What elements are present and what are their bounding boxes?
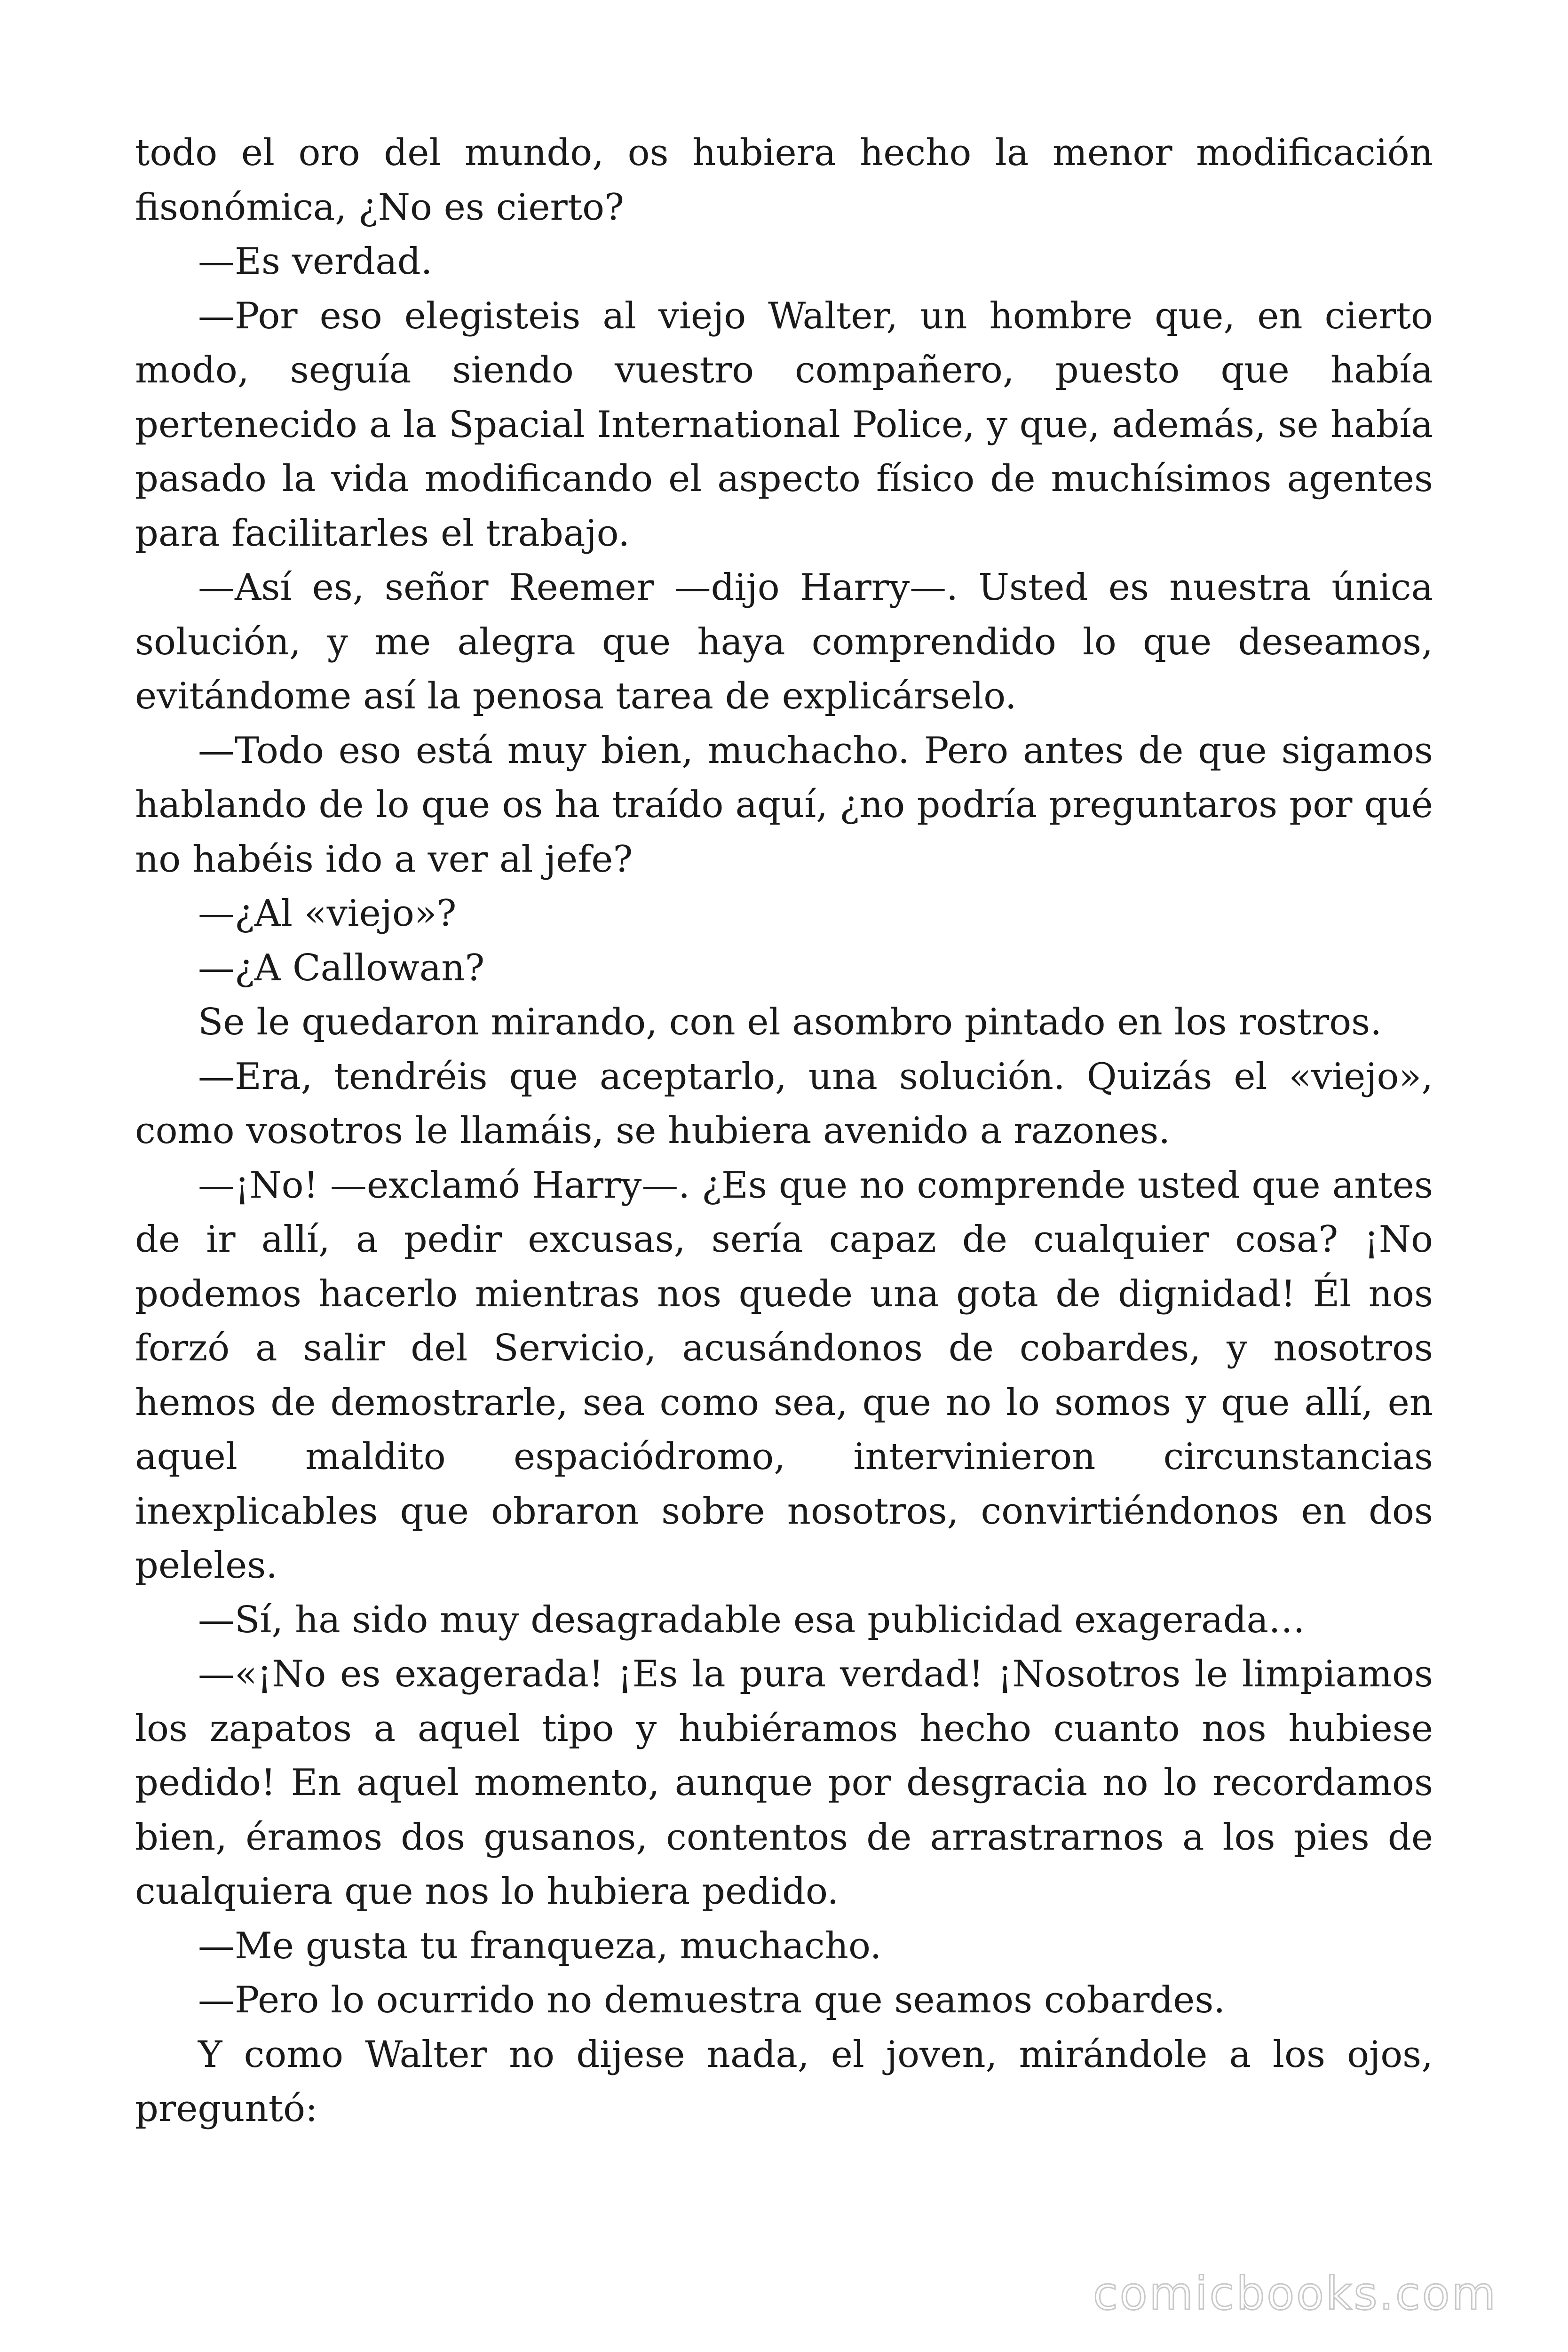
paragraph-dialogue: —«¡No es exagerada! ¡Es la pura verdad! ¡Nosotros le limpiamos los zapatos a aquel tipo y hubiéramos hecho cuanto nos hubiese pedido! En aquel momento, aunque por desgracia no lo recordamos bien, éramos dos gusanos, contentos de arrastrarnos a los pies de cualquiera que nos lo hubiera pedido. [135,1653,1433,1913]
paragraph-dialogue: —Sí, ha sido muy desagradable esa publicidad exagerada… [198,1598,1306,1641]
paragraph-continuation: todo el oro del mundo, os hubiera hecho la menor modificación fisonómica, ¿No es cierto? [135,132,1433,229]
paragraph-dialogue: —Era, tendréis que aceptarlo, una solución. Quizás el «viejo», como vosotros le llamáis, se hubiera avenido a razones. [135,1055,1433,1152]
paragraph-dialogue: —¿A Callowan? [198,946,485,989]
site-watermark: comicbooks.com [1093,2267,1497,2320]
paragraph-dialogue: —Pero lo ocurrido no demuestra que seamos cobardes. [198,1979,1226,2021]
paragraph-dialogue: —Es verdad. [198,240,433,283]
paragraph-dialogue: —Por eso elegisteis al viejo Walter, un hombre que, en cierto modo, seguía siendo vuestro compañero, puesto que había pertenecido a la Spacial International Police, y que, además, se había pasado la vida modificando el aspecto físico de muchísimos agentes para facilitarles el trabajo. [135,294,1433,555]
paragraph-narration: Y como Walter no dijese nada, el joven, mirándole a los ojos, preguntó: [135,2033,1433,2130]
paragraph-dialogue: —Todo eso está muy bien, muchacho. Pero antes de que sigamos hablando de lo que os ha traído aquí, ¿no podría preguntaros por qué no habéis ido a ver al jefe? [135,729,1433,881]
paragraph-dialogue: —¿Al «viejo»? [198,892,457,935]
paragraph-dialogue: —¡No! —exclamó Harry—. ¿Es que no comprende usted que antes de ir allí, a pedir excusas, sería capaz de cualquier cosa? ¡No podemos hacerlo mientras nos quede una gota de dignidad! Él nos forzó a salir del Servicio, acusándonos de cobardes, y nosotros hemos de demostrarle, sea como sea, que no lo somos y que allí, en aquel maldito espaciódromo, intervinieron circunstancias inexplicables que obraron sobre nosotros, convirtiéndonos en dos peleles. [135,1164,1433,1587]
paragraph-dialogue: —Así es, señor Reemer —dijo Harry—. Usted es nuestra única solución, y me alegra que haya comprendido lo que deseamos, evitándome así la penosa tarea de explicárselo. [135,566,1433,717]
paragraph-narration: Se le quedaron mirando, con el asombro pintado en los rostros. [198,1001,1382,1043]
body-text [135,126,1433,2137]
paragraph-dialogue: —Me gusta tu franqueza, muchacho. [198,1924,882,1967]
